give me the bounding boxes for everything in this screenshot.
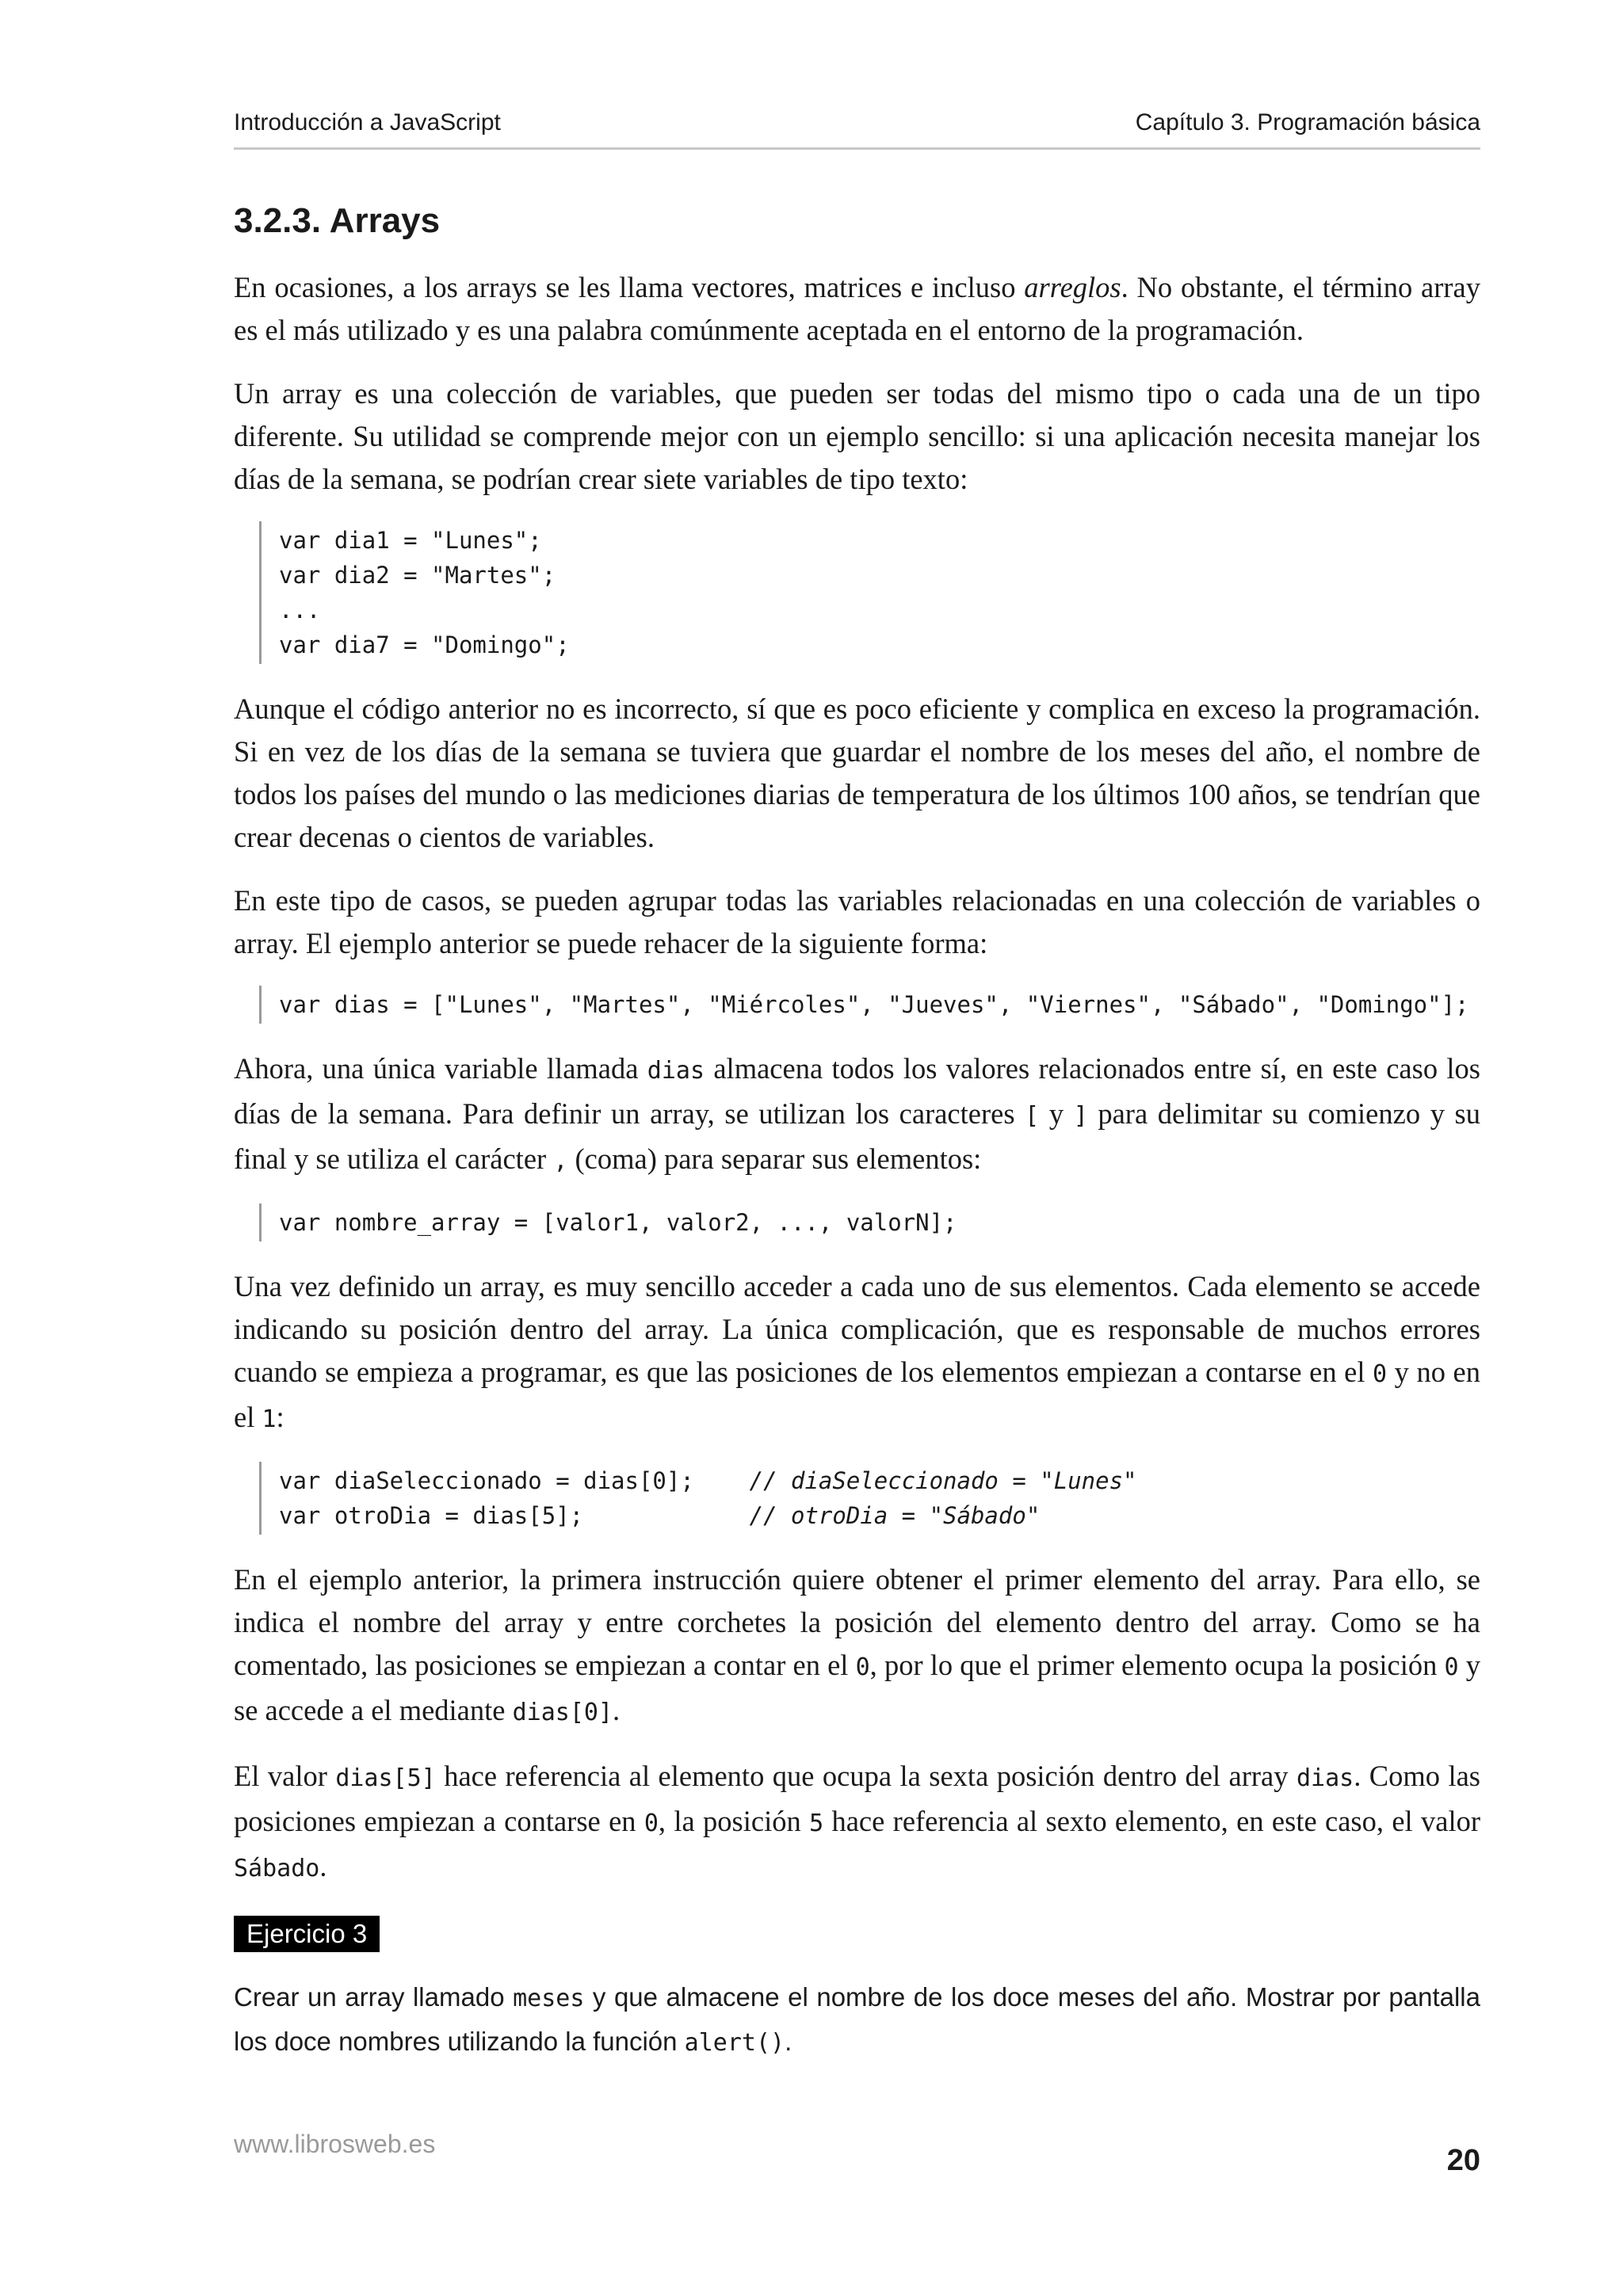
- inline-code: dias[0]: [512, 1699, 613, 1726]
- page-content: [234, 190, 1480, 2085]
- inline-code: 1: [262, 1405, 277, 1433]
- code-block-array: [259, 986, 1480, 1024]
- paragraph-array-syntax: [234, 1047, 1480, 1183]
- inline-code: meses: [513, 1985, 585, 2012]
- page-number: 20: [1446, 2144, 1480, 2177]
- text-run: para delimitar su comienzo y su final y se utiliza el carácter: [234, 1097, 1481, 1175]
- paragraph-definition: Un array es una colección de variables, que pueden ser todas del mismo tipo o cada una de un tipo diferente. Su utilidad se comprende mejor con un ejemplo sencillo: si una aplicación necesita manejar los días de la semana, se podrían crear siete variables de tipo texto:: [234, 377, 1480, 495]
- code-text: var otroDia = dias[5];: [279, 1502, 750, 1529]
- code-line: ...: [279, 597, 321, 624]
- exercise-badge: Ejercicio 3: [234, 1916, 380, 1952]
- paragraph-explanation: [234, 1558, 1480, 1734]
- text-run: , la posición: [658, 1805, 810, 1837]
- text-run: y: [1039, 1097, 1074, 1130]
- code-line: var nombre_array = [valor1, valor2, ..., valorN];: [279, 1209, 957, 1236]
- text-run: El valor: [234, 1760, 336, 1792]
- text-run: En el ejemplo anterior, la primera instrucción quiere obtener el primer elemento del array. Para ello, se indica el nombre del array y entre corchetes la posición del elemento dentro del array. Como se ha comentado, las posiciones se empiezan a contar en el: [234, 1563, 1480, 1681]
- text-run: . Como las posiciones empiezan a contarse en: [234, 1760, 1480, 1837]
- text-run: . No obstante, el término array es el más utilizado y es una palabra comúnmente aceptada en el entorno de la programación.: [234, 271, 1480, 346]
- inline-code: 5: [809, 1810, 824, 1837]
- text-run: hace referencia al sexto elemento, en este caso, el valor: [823, 1805, 1480, 1837]
- inline-code: 0: [855, 1653, 870, 1681]
- inline-code: Sábado: [234, 1855, 320, 1882]
- inline-code: 0: [643, 1810, 659, 1837]
- text-run: hace referencia al elemento que ocupa la sexta posición dentro del array: [435, 1760, 1296, 1792]
- text-run: Crear un array llamado: [234, 1982, 514, 2012]
- text-run: Una vez definido un array, es muy sencillo acceder a cada uno de sus elementos. Cada elemento se accede indicando su posición dentro del array. La única complicación, que es responsable de muchos errores cuando se empieza a programar, es que las posiciones de los elementos empiezan a contarse en el: [234, 1270, 1480, 1388]
- page-footer: [234, 2130, 1480, 2178]
- inline-code: [: [1025, 1102, 1040, 1130]
- code-line: var dia2 = "Martes";: [279, 562, 556, 589]
- paragraph-value: [234, 1755, 1480, 1890]
- text-run: :: [276, 1401, 285, 1433]
- paragraph-intro: [234, 266, 1480, 352]
- text-run: y que almacene el nombre de los doce meses del año. Mostrar por pantalla los doce nombres utilizando la función: [234, 1982, 1480, 2056]
- text-run: En ocasiones, a los arrays se les llama vectores, matrices e incluso: [234, 271, 1025, 303]
- code-comment: // otroDia = "Sábado": [749, 1502, 1041, 1529]
- footer-url: www.librosweb.es: [234, 2130, 436, 2158]
- text-run: Ahora, una única variable llamada: [234, 1052, 647, 1085]
- italic-term: arreglos: [1024, 271, 1121, 303]
- code-block-syntax: [259, 1203, 1480, 1241]
- code-line: var dia7 = "Domingo";: [279, 631, 570, 658]
- text-run: , por lo que el primer elemento ocupa la posición: [869, 1649, 1445, 1681]
- chapter-title: Capítulo 3. Programación básica: [1135, 109, 1480, 135]
- code-line: var dia1 = "Lunes";: [279, 527, 542, 554]
- paragraph-access: [234, 1265, 1480, 1441]
- code-line: var dias = ["Lunes", "Martes", "Miércoles", "Jueves", "Viernes", "Sábado", "Domingo"];: [279, 991, 1469, 1018]
- inline-code: 0: [1373, 1360, 1388, 1388]
- text-run: .: [785, 2027, 792, 2056]
- inline-code: dias: [1296, 1764, 1354, 1792]
- page-header: [234, 109, 1480, 150]
- inline-code: alert(): [684, 2029, 785, 2057]
- inline-code: ,: [553, 1147, 568, 1175]
- text-run: (coma) para separar sus elementos:: [567, 1142, 982, 1175]
- inline-code: 0: [1444, 1653, 1459, 1681]
- text-run: almacena todos los valores relacionados entre sí, en este caso los días de la semana. Para definir un array, se utilizan los caracteres: [234, 1052, 1480, 1130]
- code-comment: // diaSeleccionado = "Lunes": [749, 1467, 1137, 1494]
- inline-code: ]: [1073, 1102, 1088, 1130]
- text-run: .: [319, 1850, 327, 1882]
- code-block-access: [259, 1462, 1480, 1535]
- code-block-variables: [259, 521, 1480, 664]
- text-run: y se accede a el mediante: [234, 1649, 1481, 1726]
- section-title: 3.2.3. Arrays: [234, 201, 441, 240]
- inline-code: dias: [647, 1057, 705, 1085]
- text-run: y no en el: [234, 1356, 1481, 1433]
- paragraph-exercise: [234, 1976, 1480, 2065]
- code-text: var diaSeleccionado = dias[0];: [279, 1467, 750, 1494]
- text-run: .: [613, 1694, 621, 1726]
- code-line: [279, 1498, 1480, 1533]
- paragraph-inefficiency: Aunque el código anterior no es incorrecto, sí que es poco eficiente y complica en exceso la programación. Si en vez de los días de la semana se tuviera que guardar el nombre de los meses del año, el nombre de todos los países del mundo o las mediciones diarias de temperatura de los últimos 100 años, se tendrían que crear decenas o cientos de variables.: [234, 692, 1480, 853]
- code-line: [279, 1463, 1480, 1498]
- inline-code: dias[5]: [335, 1764, 436, 1792]
- paragraph-grouping: En este tipo de casos, se pueden agrupar todas las variables relacionadas en una colección de variables o array. El ejemplo anterior se puede rehacer de la siguiente forma:: [234, 884, 1480, 959]
- book-title: Introducción a JavaScript: [234, 109, 501, 135]
